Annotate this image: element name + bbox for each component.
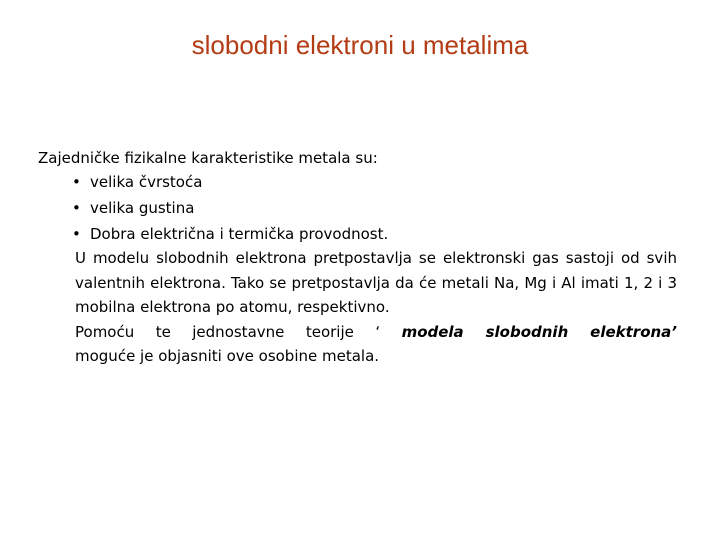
list-item xyxy=(72,221,388,247)
body-text xyxy=(75,246,677,369)
list-item xyxy=(72,169,388,195)
paragraph-theory-line xyxy=(75,320,677,345)
bullet-icon: • xyxy=(72,173,81,191)
paragraph-theory-end: moguće je objasniti ove osobine metala. xyxy=(75,347,380,366)
bullet-icon: • xyxy=(72,225,81,243)
properties-list xyxy=(72,169,388,247)
model-term: modela slobodnih elektrona’ xyxy=(401,322,677,341)
list-item-text: velika gustina xyxy=(90,199,195,217)
list-item-text: Dobra električna i termička provodnost. xyxy=(90,225,389,243)
paragraph-free-electron-model: U modelu slobodnih elektrona pretpostavlja se elektronski gas sastoji od svih valentnih elektrona. Tako se pretpostavlja da će metali Na, Mg i Al imati 1, 2 i 3 mobilna elektrona po atomu, respektivno. xyxy=(75,249,677,317)
intro-text: Zajedničke fizikalne karakteristike metala su: xyxy=(38,149,378,167)
list-item-text: velika čvrstoća xyxy=(90,173,203,191)
paragraph-theory-start: Pomoću te jednostavne teorije ‘ xyxy=(75,322,402,341)
bullet-icon: • xyxy=(72,199,81,217)
slide-title: slobodni elektroni u metalima xyxy=(191,30,529,60)
list-item xyxy=(72,195,388,221)
